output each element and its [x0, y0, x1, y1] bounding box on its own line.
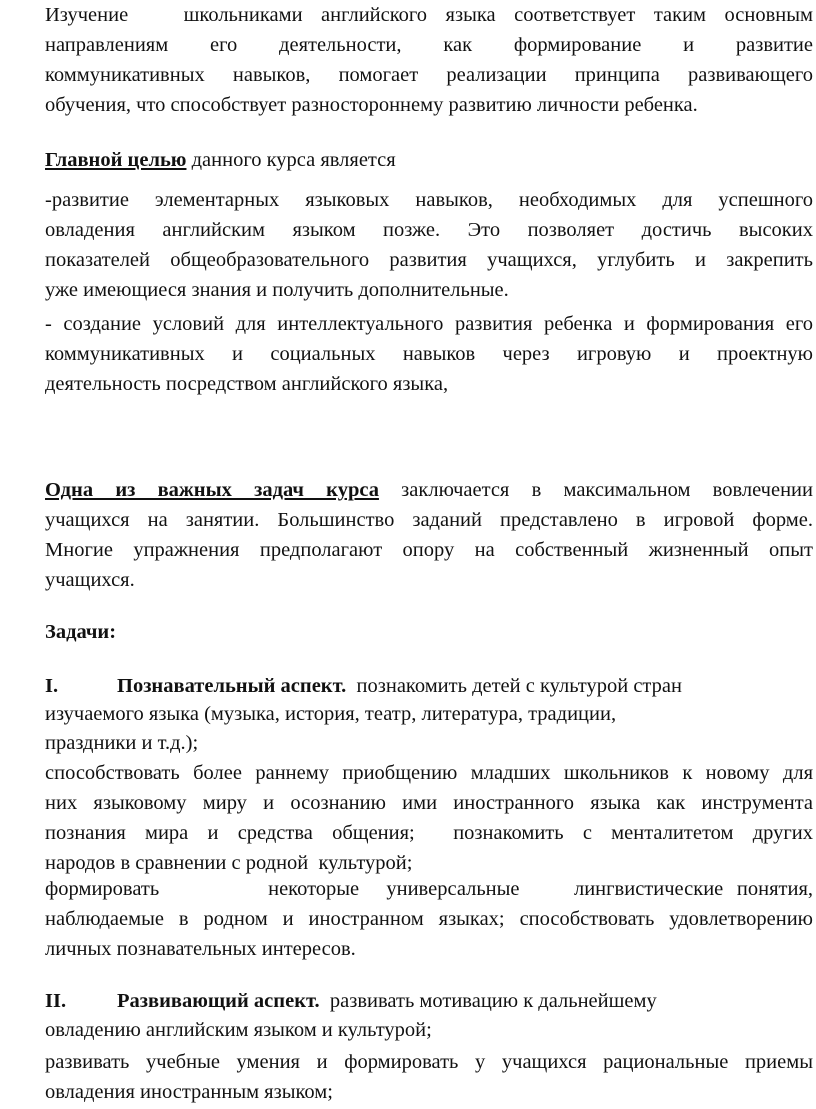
goal-line: коммуникативных и социальных навыков через игровую и проектную	[45, 343, 813, 365]
aspect-2-numeral: II.	[45, 990, 67, 1012]
aspect-1-numeral: I.	[45, 675, 59, 697]
main-goal-item-2	[45, 309, 813, 399]
task-line: учащихся.	[45, 569, 135, 591]
aspect-1-heading	[45, 671, 813, 701]
aspect-line: народов в сравнении с родной культурой;	[45, 852, 413, 874]
aspect-1-text-c	[45, 874, 813, 964]
main-goal-rest: данного курса является	[186, 149, 396, 171]
aspect-line: познания мира и средства общения; познакомить с менталитетом других	[45, 822, 813, 844]
aspect-1-text-b	[45, 758, 813, 878]
main-goal-heading	[45, 145, 813, 175]
task-line: Многие упражнения предполагают опору на собственный жизненный опыт	[45, 539, 813, 561]
aspect-1-title: Познавательный аспект.	[117, 675, 347, 697]
aspect-line: формировать некоторые универсальные лингвистические понятия,	[45, 878, 813, 900]
aspect-2-text-a	[45, 1015, 813, 1045]
task-line: учащихся на занятии. Большинство заданий представлено в игровой форме.	[45, 509, 813, 531]
aspect-line: изучаемого языка (музыка, история, театр, литература, традиции,	[45, 703, 617, 725]
intro-line: обучения, что способствует разностороннему развитию личности ребенка.	[45, 94, 698, 116]
tasks-heading: Задачи:	[45, 621, 117, 643]
aspect-line: способствовать более раннему приобщению младших школьников к новому для	[45, 762, 813, 784]
aspect-2-title: Развивающий аспект.	[117, 990, 320, 1012]
important-task-label: Одна из важных задач курса	[45, 479, 379, 501]
important-task-paragraph	[45, 475, 813, 595]
main-goal-item-1	[45, 185, 813, 305]
aspect-line: них языковому миру и осознанию ими иностранного языка как инструмента	[45, 792, 813, 814]
aspect-line: наблюдаемые в родном и иностранном языках; способствовать удовлетворению	[45, 908, 813, 930]
intro-line: коммуникативных навыков, помогает реализации принципа развивающего	[45, 64, 813, 86]
aspect-2-rest: развивать мотивацию к дальнейшему	[319, 990, 657, 1012]
aspect-line: личных познавательных интересов.	[45, 938, 356, 960]
goal-line: -развитие элементарных языковых навыков, необходимых для успешного	[45, 189, 813, 211]
important-task-rest: заключается в максимальном вовлечении	[378, 479, 813, 501]
main-goal-label: Главной целью	[45, 149, 187, 171]
goal-line: деятельность посредством английского языка,	[45, 373, 449, 395]
aspect-2-heading	[45, 986, 813, 1016]
goal-line: уже имеющиеся знания и получить дополнительные.	[45, 279, 509, 301]
aspect-1-rest: познакомить детей с культурой стран	[346, 675, 682, 697]
goal-line: показателей общеобразовательного развития учащихся, углубить и закрепить	[45, 249, 813, 271]
aspect-1-text-a	[45, 700, 813, 758]
aspect-line: овладения иностранным языком;	[45, 1081, 333, 1103]
intro-paragraph	[45, 0, 813, 120]
aspect-line: развивать учебные умения и формировать у учащихся рациональные приемы	[45, 1051, 813, 1073]
goal-line: - создание условий для интеллектуального развития ребенка и формирования его	[45, 313, 813, 335]
aspect-line: овладению английским языком и культурой;	[45, 1019, 432, 1041]
intro-line: направлениям его деятельности, как формирование и развитие	[45, 34, 813, 56]
aspect-line: праздники и т.д.);	[45, 732, 199, 754]
intro-line: Изучение школьниками английского языка соответствует таким основным	[45, 4, 813, 26]
goal-line: овладения английским языком позже. Это позволяет достичь высоких	[45, 219, 813, 241]
aspect-2-text-b	[45, 1047, 813, 1107]
